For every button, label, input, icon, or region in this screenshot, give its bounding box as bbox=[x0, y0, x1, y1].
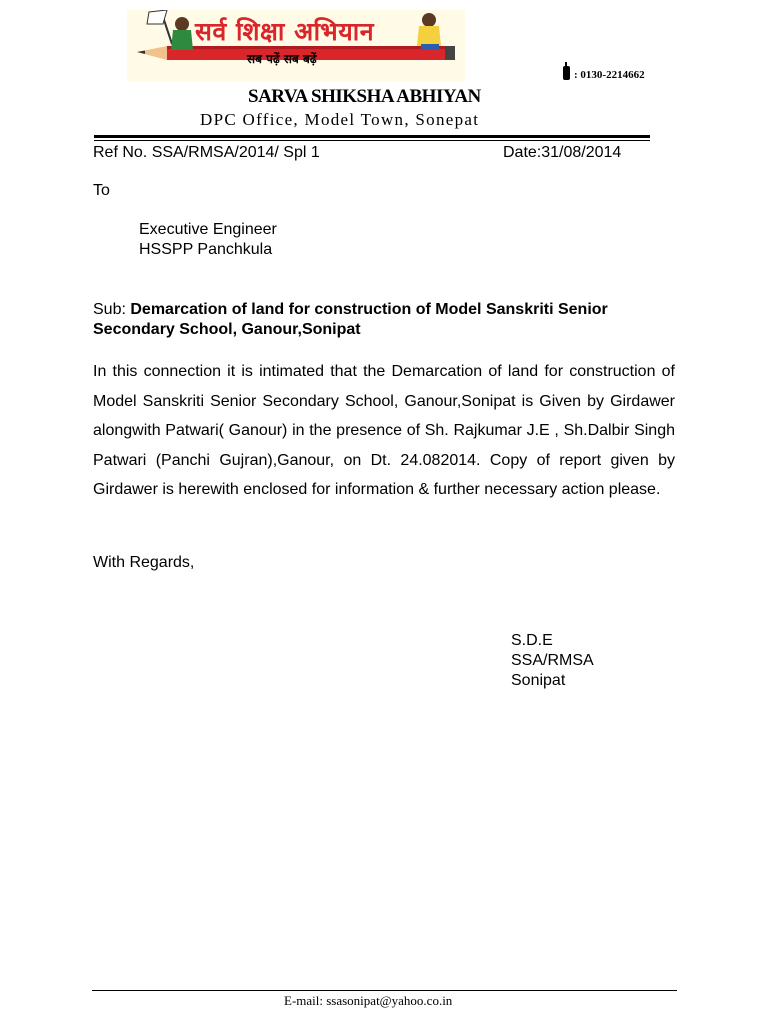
footer-email: E-mail: ssasonipat@yahoo.co.in bbox=[284, 993, 453, 1008]
signatory-dept: SSA/RMSA bbox=[511, 652, 594, 669]
subject-label: Sub: bbox=[93, 301, 126, 318]
office-address: DPC Office, Model Town, Sonepat bbox=[200, 110, 480, 129]
phone-text: : 0130-2214662 bbox=[574, 69, 645, 81]
signatory-place: Sonipat bbox=[511, 672, 566, 689]
recipient-office: HSSPP Panchkula bbox=[139, 241, 273, 258]
closing: With Regards, bbox=[93, 554, 195, 571]
organization-name: SARVA SHIKSHA ABHIYAN bbox=[248, 86, 481, 107]
phone-icon bbox=[563, 66, 570, 80]
to-label: To bbox=[93, 182, 110, 199]
letter-date: Date:31/08/2014 bbox=[503, 144, 622, 161]
letter-body: In this connection it is intimated that the Demarcation of land for construction of Model Sanskriti Senior Secondary School, Ganour,Sonipat is Given by Girdawer alongwith Patwari( Ganour) in the presence of Sh. Rajkumar J.E , Sh.Dalbir Singh Patwari (Panchi Gujran),Ganour, on Dt. 24.082014. Copy of report given by Girdawer is herewith enclosed for information & further necessary action please. bbox=[93, 363, 675, 498]
logo-slogan: सब पढ़ें सब बढ़ें bbox=[247, 52, 317, 66]
header-divider bbox=[94, 135, 650, 138]
signatory-title: S.D.E bbox=[511, 632, 553, 649]
logo-title: सर्व शिक्षा अभियान bbox=[195, 17, 375, 46]
header-divider-thin bbox=[94, 140, 650, 141]
recipient-title: Executive Engineer bbox=[139, 221, 277, 238]
reference-number: Ref No. SSA/RMSA/2014/ Spl 1 bbox=[93, 144, 320, 161]
footer-divider bbox=[92, 990, 677, 991]
phone-number bbox=[563, 66, 645, 81]
subject-text: Demarcation of land for construction of Model Sanskriti Senior Secondary School, Ganour,Sonipat bbox=[93, 301, 608, 338]
subject bbox=[93, 300, 675, 340]
